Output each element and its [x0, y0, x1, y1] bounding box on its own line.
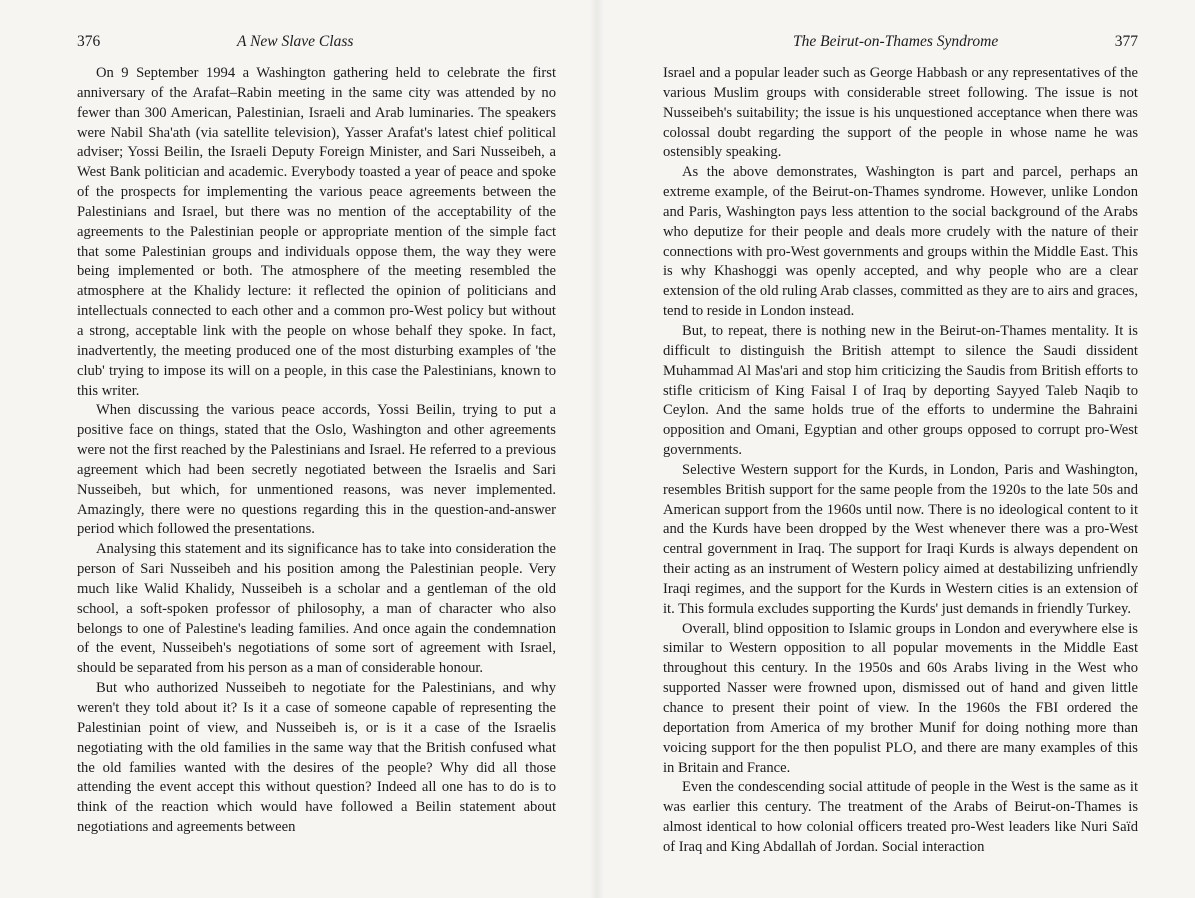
right-page [597, 0, 1195, 898]
paragraph: Israel and a popular leader such as George Habbash or any representatives of the various Muslim groups with considerable street following. The issue is not Nusseibeh's suitability; the issue is his unquestioned acceptance when there was colossal doubt regarding the support of the people in whose name he was ostensibly speaking. [663, 65, 1138, 161]
right-page-header [663, 31, 1138, 53]
paragraph: Overall, blind opposition to Islamic groups in London and everywhere else is similar to Western opposition to all popular movements in the Middle East throughout this century. In the 1950s and 60s Arabs living in the West who supported Nasser were frowned upon, dismissed out of hand and given little chance to present their point of view. In the 1960s the FBI ordered the deportation from America of my brother Munif for doing nothing more than voicing support for the then populist PLO, and there are many examples of this in Britain and France. [663, 620, 1138, 776]
paragraph: But who authorized Nusseibeh to negotiate for the Palestinians, and why weren't they told about it? Is it a case of someone capable of representing the Palestinian point of view, and Nusseibeh is, or is it a case of the Israelis negotiating with the old families in the same way that the British confused what the old families wanted with the desires of the people? Why did all those attending the event accept this without question? Indeed all one has to do is to think of the reaction which would have followed a Beilin statement about negotiations and agreements between [77, 680, 556, 836]
paragraph: Even the condescending social attitude of people in the West is the same as it was earlier this century. The treatment of the Arabs of Beirut-on-Thames is almost identical to how colonial officers treated pro-West leaders like Nuri Saïd of Iraq and King Abdallah of Jordan. Social interaction [663, 779, 1138, 855]
body-text [77, 64, 556, 838]
left-page-header [77, 31, 556, 53]
page-number: 376 [77, 33, 101, 50]
paragraph: As the above demonstrates, Washington is part and parcel, perhaps an extreme example, of the Beirut-on-Thames syndrome. However, unlike London and Paris, Washington pays less attention to the social background of the Arabs who deputize for their people and deals more crudely with the nature of their connections with pro-West governments and groups within the Middle East. This is why Khashoggi was openly accepted, and why people who are a clear extension of the old ruling Arab classes, committed as they are to airs and graces, tend to reside in London instead. [663, 164, 1138, 320]
paragraph: When discussing the various peace accords, Yossi Beilin, trying to put a positive face on things, stated that the Oslo, Washington and other agreements were not the first reached by the Palestinians and Israel. He referred to a previous agreement which had been secretly negotiated between the Israelis and Sari Nusseibeh, but which, for unmentioned reasons, was never implemented. Amazingly, there were no questions regarding this in the question-and-answer period which followed the presentations. [77, 402, 556, 538]
paragraph: On 9 September 1994 a Washington gathering held to celebrate the first anniversary of the Arafat–Rabin meeting in the same city was attended by no fewer than 300 American, Palestinian, Israeli and Arab luminaries. The speakers were Nabil Sha'ath (via satellite television), Yasser Arafat's latest chief political adviser; Yossi Beilin, the Israeli Deputy Foreign Minister, and Sari Nusseibeh, a West Bank politician and academic. Everybody toasted a year of peace and spoke of the prospects for implementing the various peace agreements between the Palestinians and Israel, but there was no mention of the acceptability of the agreements to the Palestinian people or appropriate mention of the simple fact that some Palestinian groups and individuals oppose them, the way they were being implemented or both. The atmosphere of the meeting resembled the atmosphere at the Khalidy lecture: it reflected the opinion of politicians and intellectuals connected to each other and a common pro-West policy but without a strong, acceptable link with the people on whose behalf they spoke. In fact, inadvertently, the meeting produced one of the most disturbing examples of 'the club' trying to impose its will on a people, in this case the Palestinians, known to this writer. [77, 65, 556, 399]
paragraph: Selective Western support for the Kurds, in London, Paris and Washington, resembles British support for the same people from the 1920s to the late 50s and American support from the 1960s until now. There is no ideological content to it and the Kurds have been dropped by the West whenever there was a pro-West central government in Iraq. The support for Iraqi Kurds is always dependent on their acting as an instrument of Western policy aimed at destabilizing unfriendly Iraqi regimes, and the support for the Kurds in Western cities is an extension of it. This formula excludes supporting the Kurds' just demands in friendly Turkey. [663, 461, 1138, 617]
running-title: A New Slave Class [237, 33, 354, 50]
left-page [0, 0, 597, 898]
running-title: The Beirut-on-Thames Syndrome [793, 33, 999, 50]
body-text [663, 64, 1138, 858]
page-number: 377 [1114, 33, 1138, 50]
paragraph: Analysing this statement and its significance has to take into consideration the person of Sari Nusseibeh and his position among the Palestinian people. Very much like Walid Khalidy, Nusseibeh is a scholar and a gentleman of the old school, a soft-spoken professor of philosophy, a man of character who also belongs to one of Palestine's leading families. And once again the condemnation of the event, Nusseibeh's negotiations of some sort of agreement with Israel, should be separated from his person as a man of considerable honour. [77, 541, 556, 677]
paragraph: But, to repeat, there is nothing new in the Beirut-on-Thames mentality. It is difficult to distinguish the British attempt to silence the Saudi dissident Muhammad Al Mas'ari and stop him criticizing the Saudis from British efforts to stifle criticism of King Faisal I of Iraq by deporting Sayyed Taleb Naqib to Ceylon. And the same holds true of the efforts to undermine the Bahraini opposition and Omani, Egyptian and other groups opposed to corrupt pro-West governments. [663, 322, 1138, 459]
